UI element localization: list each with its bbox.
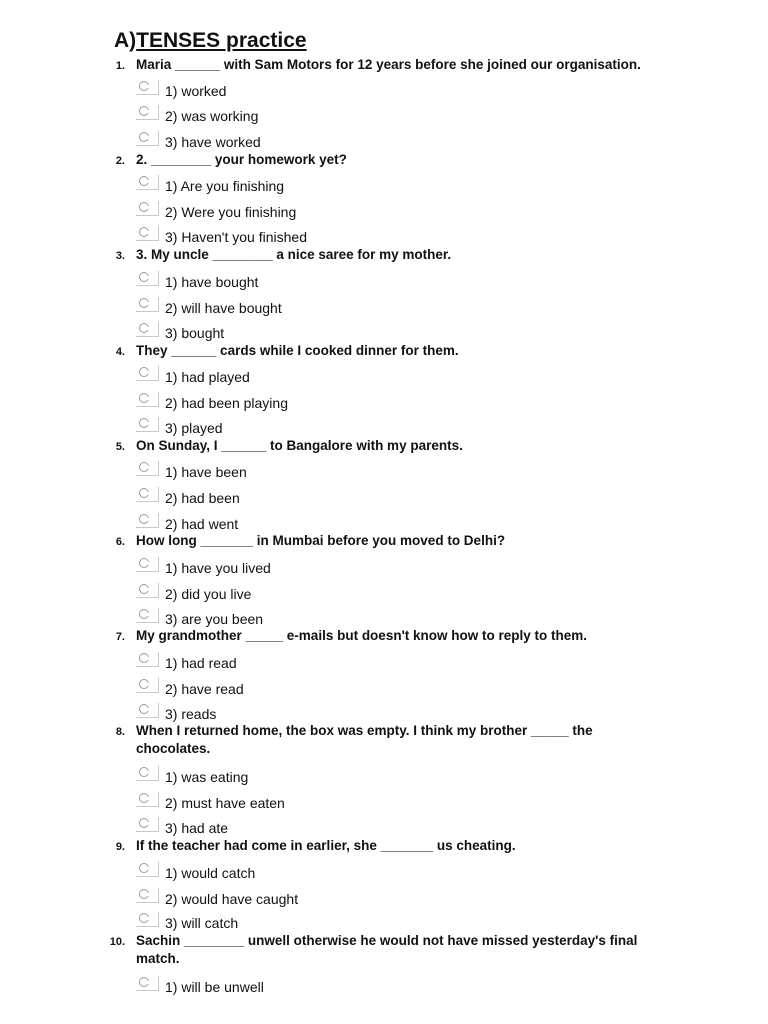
radio-button-icon[interactable]	[136, 175, 159, 190]
answer-option[interactable]	[0, 888, 400, 910]
answer-option-label: 1) have been	[165, 464, 247, 480]
radio-circle-icon	[139, 323, 149, 333]
question-text: 3. My uncle ________ a nice saree for my mother.	[136, 247, 452, 262]
answer-option[interactable]	[0, 297, 400, 319]
radio-circle-icon	[139, 132, 149, 142]
radio-button-icon[interactable]	[136, 226, 159, 241]
radio-circle-icon	[139, 367, 149, 377]
radio-button-icon[interactable]	[136, 652, 159, 667]
answer-option-label: 3) had ate	[165, 820, 229, 836]
radio-button-icon[interactable]	[136, 366, 159, 381]
question-number: 6.	[115, 536, 125, 548]
answer-option-label: 2) must have eaten	[165, 795, 285, 811]
radio-circle-icon	[139, 609, 149, 619]
question-text: When I returned home, the box was empty. I think my brother _____ the chocolates.	[136, 723, 593, 756]
answer-option-label: 2) had went	[165, 516, 239, 532]
answer-option-label: 2) was working	[165, 108, 259, 124]
answer-option[interactable]	[0, 976, 400, 998]
radio-button-icon[interactable]	[136, 608, 159, 623]
radio-circle-icon	[139, 488, 149, 498]
answer-option-label: 2) did you live	[165, 586, 252, 602]
question-number: 1.	[115, 60, 125, 72]
radio-button-icon[interactable]	[136, 392, 159, 407]
answer-option-label: 2) had been playing	[165, 395, 288, 411]
answer-option[interactable]	[0, 583, 400, 605]
radio-circle-icon	[139, 558, 149, 568]
answer-option-label: 1) Are you finishing	[165, 178, 285, 194]
answer-option[interactable]	[0, 461, 400, 483]
radio-button-icon[interactable]	[136, 888, 159, 903]
answer-option[interactable]	[0, 131, 400, 153]
radio-button-icon[interactable]	[136, 105, 159, 120]
radio-circle-icon	[139, 202, 149, 212]
answer-option[interactable]	[0, 557, 400, 579]
radio-button-icon[interactable]	[136, 766, 159, 781]
question-number: 5.	[115, 441, 125, 453]
radio-circle-icon	[139, 653, 149, 663]
answer-option[interactable]	[0, 366, 400, 388]
answer-option-label: 2) have read	[165, 681, 244, 697]
radio-circle-icon	[139, 913, 149, 923]
radio-button-icon[interactable]	[136, 678, 159, 693]
answer-option-label: 1) was eating	[165, 769, 249, 785]
radio-circle-icon	[139, 81, 149, 91]
question-number: 9.	[115, 841, 125, 853]
answer-option-label: 1) worked	[165, 83, 227, 99]
radio-circle-icon	[139, 704, 149, 714]
radio-button-icon[interactable]	[136, 583, 159, 598]
question-number: 10.	[109, 936, 125, 948]
radio-button-icon[interactable]	[136, 703, 159, 718]
answer-option-label: 2) Were you finishing	[165, 204, 297, 220]
radio-button-icon[interactable]	[136, 487, 159, 502]
answer-option-label: 2) will have bought	[165, 300, 282, 316]
question-text: How long _______ in Mumbai before you moved to Delhi?	[136, 533, 506, 548]
radio-button-icon[interactable]	[136, 976, 159, 991]
radio-circle-icon	[139, 272, 149, 282]
question-number: 2.	[115, 155, 125, 167]
answer-option-label: 2) had been	[165, 490, 240, 506]
answer-option[interactable]	[0, 322, 400, 344]
answer-option[interactable]	[0, 862, 400, 884]
answer-option[interactable]	[0, 226, 400, 248]
radio-circle-icon	[139, 393, 149, 403]
answer-option[interactable]	[0, 912, 400, 934]
answer-option[interactable]	[0, 271, 400, 293]
radio-circle-icon	[139, 514, 149, 524]
answer-option[interactable]	[0, 487, 400, 509]
radio-circle-icon	[139, 462, 149, 472]
radio-circle-icon	[139, 298, 149, 308]
answer-option[interactable]	[0, 678, 400, 700]
question-text: If the teacher had come in earlier, she _______ us cheating.	[136, 838, 516, 853]
answer-option[interactable]	[0, 80, 400, 102]
answer-option[interactable]	[0, 766, 400, 788]
answer-option[interactable]	[0, 392, 400, 414]
radio-circle-icon	[139, 863, 149, 873]
worksheet-title	[114, 28, 307, 54]
answer-option-label: 3) Haven't you finished	[165, 229, 307, 245]
question-number: 8.	[115, 726, 125, 738]
answer-option[interactable]	[0, 201, 400, 223]
answer-option-label: 3) are you been	[165, 611, 264, 627]
answer-option-label: 3) will catch	[165, 915, 239, 931]
answer-option-label: 3) have worked	[165, 134, 261, 150]
radio-button-icon[interactable]	[136, 513, 159, 528]
radio-button-icon[interactable]	[136, 417, 159, 432]
answer-option[interactable]	[0, 105, 400, 127]
answer-option-label: 1) would catch	[165, 865, 256, 881]
answer-option-label: 1) had read	[165, 655, 237, 671]
radio-button-icon[interactable]	[136, 80, 159, 95]
radio-circle-icon	[139, 889, 149, 899]
answer-option-label: 3) played	[165, 420, 223, 436]
radio-button-icon[interactable]	[136, 201, 159, 216]
radio-button-icon[interactable]	[136, 271, 159, 286]
radio-circle-icon	[139, 679, 149, 689]
radio-circle-icon	[139, 767, 149, 777]
answer-option-label: 1) have you lived	[165, 560, 271, 576]
question-text: On Sunday, I ______ to Bangalore with my parents.	[136, 438, 463, 453]
radio-button-icon[interactable]	[136, 131, 159, 146]
radio-button-icon[interactable]	[136, 912, 159, 927]
radio-circle-icon	[139, 793, 149, 803]
radio-circle-icon	[139, 227, 149, 237]
question-number: 7.	[115, 631, 125, 643]
answer-option-label: 3) bought	[165, 325, 225, 341]
radio-button-icon[interactable]	[136, 792, 159, 807]
answer-option-label: 1) will be unwell	[165, 979, 264, 995]
answer-option[interactable]	[0, 817, 400, 839]
title-text: TENSES practice	[136, 29, 307, 52]
question-text: They ______ cards while I cooked dinner for them.	[136, 343, 459, 358]
answer-option[interactable]	[0, 175, 400, 197]
radio-circle-icon	[139, 584, 149, 594]
radio-circle-icon	[139, 977, 149, 987]
answer-option[interactable]	[0, 417, 400, 439]
radio-circle-icon	[139, 418, 149, 428]
question-text: Maria ______ with Sam Motors for 12 years before she joined our organisation.	[136, 57, 641, 72]
answer-option-label: 2) would have caught	[165, 891, 299, 907]
answer-option-label: 1) have bought	[165, 274, 259, 290]
question-number: 4.	[115, 346, 125, 358]
radio-button-icon[interactable]	[136, 862, 159, 877]
radio-button-icon[interactable]	[136, 557, 159, 572]
radio-circle-icon	[139, 106, 149, 116]
radio-circle-icon	[139, 818, 149, 828]
radio-button-icon[interactable]	[136, 297, 159, 312]
answer-option[interactable]	[0, 652, 400, 674]
radio-button-icon[interactable]	[136, 322, 159, 337]
title-prefix: A)	[114, 29, 137, 52]
question-text: Sachin ________ unwell otherwise he would not have missed yesterday's final match.	[136, 933, 638, 966]
answer-option-label: 1) had played	[165, 369, 250, 385]
question-text: My grandmother _____ e-mails but doesn't know how to reply to them.	[136, 628, 588, 643]
radio-button-icon[interactable]	[136, 461, 159, 476]
answer-option-label: 3) reads	[165, 706, 217, 722]
question-text: 2. ________ your homework yet?	[136, 152, 347, 167]
answer-option[interactable]	[0, 792, 400, 814]
radio-button-icon[interactable]	[136, 817, 159, 832]
question-number: 3.	[115, 250, 125, 262]
radio-circle-icon	[139, 176, 149, 186]
